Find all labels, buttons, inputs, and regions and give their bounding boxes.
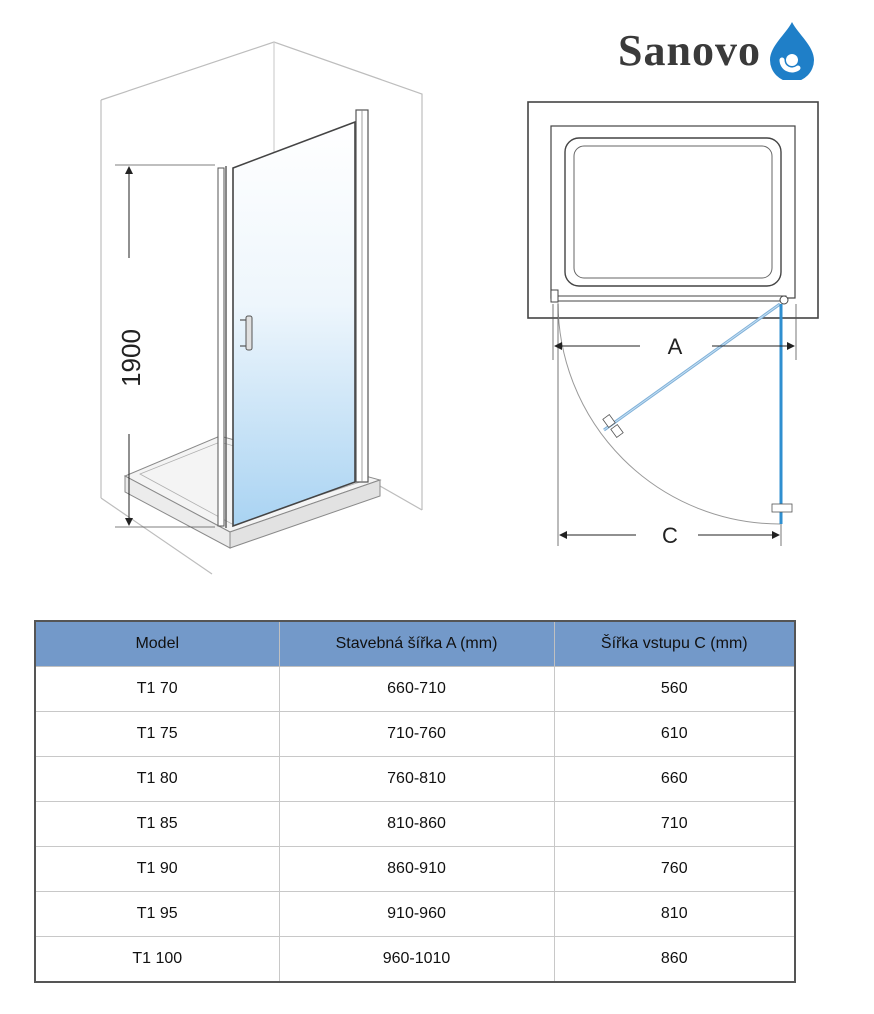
cell-width-a: 660-710	[279, 667, 554, 712]
table-row	[35, 757, 795, 802]
table-row	[35, 667, 795, 712]
logo-text: Sanovo	[618, 26, 761, 75]
cell-width-a: 810-860	[279, 802, 554, 847]
cell-model: T1 70	[35, 667, 279, 712]
cell-entry-c: 810	[554, 892, 795, 937]
cell-width-a: 760-810	[279, 757, 554, 802]
cell-model: T1 85	[35, 802, 279, 847]
cell-entry-c: 860	[554, 937, 795, 983]
cell-model: T1 100	[35, 937, 279, 983]
header-entry-c: Šířka vstupu C (mm)	[554, 621, 795, 667]
cell-width-a: 710-760	[279, 712, 554, 757]
cell-entry-c: 710	[554, 802, 795, 847]
height-label: 1900	[116, 329, 146, 387]
cell-entry-c: 560	[554, 667, 795, 712]
table-row	[35, 892, 795, 937]
perspective-view	[101, 42, 422, 574]
entry-c-label: C	[662, 523, 678, 548]
cell-model: T1 80	[35, 757, 279, 802]
table-row	[35, 937, 795, 983]
header-model: Model	[35, 621, 279, 667]
width-a-label: A	[667, 334, 683, 359]
cell-model: T1 75	[35, 712, 279, 757]
cell-entry-c: 660	[554, 757, 795, 802]
spec-table	[34, 620, 796, 983]
cell-entry-c: 760	[554, 847, 795, 892]
table-row	[35, 847, 795, 892]
table-row	[35, 712, 795, 757]
cell-width-a: 960-1010	[279, 937, 554, 983]
cell-model: T1 95	[35, 892, 279, 937]
cell-entry-c: 610	[554, 712, 795, 757]
cell-width-a: 910-960	[279, 892, 554, 937]
cell-model: T1 90	[35, 847, 279, 892]
header-width-a: Stavebná šířka A (mm)	[279, 621, 554, 667]
table-row	[35, 802, 795, 847]
cell-width-a: 860-910	[279, 847, 554, 892]
table-header-row	[35, 621, 795, 667]
plan-view	[528, 102, 818, 548]
